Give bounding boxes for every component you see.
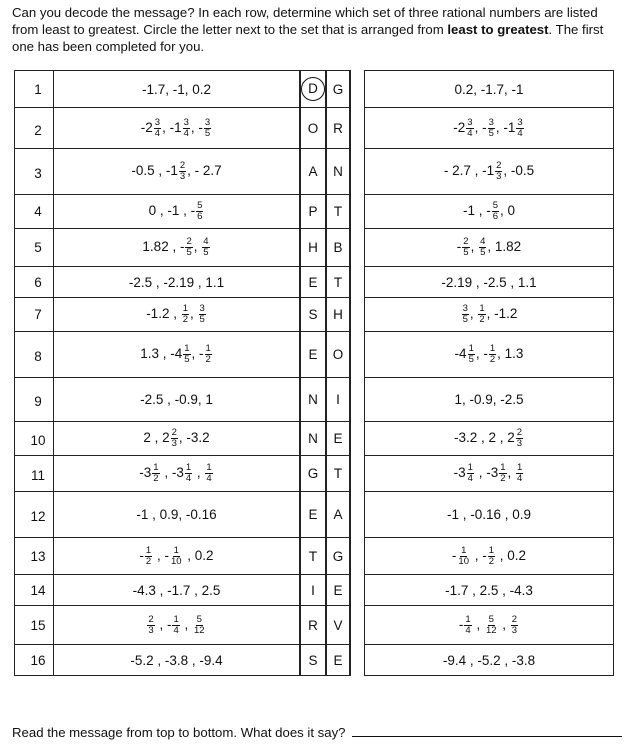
table-row — [15, 149, 614, 195]
column-gap — [350, 149, 365, 195]
table-row — [15, 492, 614, 538]
left-letter[interactable]: E — [300, 332, 326, 378]
right-number-set: -9.4 , -5.2 , -3.8 — [365, 645, 614, 676]
right-letter[interactable]: A — [326, 492, 350, 538]
right-letter[interactable]: I — [326, 378, 350, 422]
right-number-set: -1 , - $\frac{5}{6}$ , 0 — [365, 195, 614, 229]
column-gap — [350, 492, 365, 538]
right-letter[interactable]: O — [326, 332, 350, 378]
right-letter[interactable]: V — [326, 606, 350, 645]
right-letter[interactable]: R — [326, 108, 350, 149]
left-letter[interactable]: S — [300, 645, 326, 676]
fraction: $\frac{2}{3}$ — [148, 613, 154, 636]
column-gap — [350, 422, 365, 456]
fraction: $\frac{3}{4}$ — [517, 116, 523, 139]
left-letter[interactable]: E — [300, 492, 326, 538]
table-row — [15, 108, 614, 149]
right-number-set: -2 $\frac{3}{4}$ , - $\frac{3}{5}$ , -1 $\frac{3}{4}$ — [365, 108, 614, 149]
fraction: $\frac{1}{5}$ — [468, 343, 474, 365]
row-number: 1 — [15, 71, 54, 108]
row-number: 13 — [15, 538, 54, 575]
left-letter[interactable] — [300, 71, 326, 108]
right-letter[interactable]: E — [326, 422, 350, 456]
column-gap — [350, 195, 365, 229]
fraction: $\frac{1}{2}$ — [479, 303, 485, 325]
puzzle-table — [14, 70, 614, 676]
column-gap — [350, 298, 365, 332]
right-number-set: -2.19 , -2.5 , 1.1 — [365, 267, 614, 298]
row-number: 2 — [15, 108, 54, 149]
instructions-text: Can you decode the message? In each row, determine which set of three rational numbers are listed from least to greatest. Circle the letter next to the set that is arranged from — [12, 5, 598, 37]
column-gap — [350, 538, 365, 575]
table-row — [15, 538, 614, 575]
fraction: $\frac{1}{10}$ — [170, 544, 182, 567]
fraction: $\frac{5}{6}$ — [197, 200, 203, 222]
instructions-text-end: . The first one has been completed for you. — [12, 22, 604, 54]
fraction: $\frac{1}{4}$ — [517, 462, 523, 484]
left-number-set: - $\frac{1}{2}$ , - $\frac{1}{10}$ , 0.2 — [54, 538, 301, 575]
right-letter[interactable]: G — [326, 71, 350, 108]
left-number-set: 1.3 , -4 $\frac{1}{5}$ , - $\frac{1}{2}$ — [54, 332, 301, 378]
fraction: $\frac{1}{2}$ — [205, 343, 211, 365]
left-number-set: -0.5 , -1 $\frac{2}{3}$ , - 2.7 — [54, 149, 301, 195]
row-number: 9 — [15, 378, 54, 422]
fraction: $\frac{2}{3}$ — [179, 160, 186, 182]
table-row — [15, 645, 614, 676]
left-letter[interactable]: S — [300, 298, 326, 332]
fraction: $\frac{3}{5}$ — [488, 116, 494, 139]
table-row — [15, 267, 614, 298]
row-number: 14 — [15, 575, 54, 606]
right-number-set: - $\frac{2}{5}$ , $\frac{4}{5}$ , 1.82 — [365, 229, 614, 267]
table-row — [15, 378, 614, 422]
right-number-set: 0.2, -1.7, -1 — [365, 71, 614, 108]
fraction: $\frac{4}{5}$ — [203, 236, 209, 258]
fraction: $\frac{2}{5}$ — [463, 236, 469, 258]
column-gap — [350, 606, 365, 645]
fraction: $\frac{2}{5}$ — [186, 236, 192, 258]
footer-question — [12, 724, 622, 740]
left-letter[interactable]: E — [300, 267, 326, 298]
column-gap — [350, 267, 365, 298]
column-gap — [350, 378, 365, 422]
fraction: $\frac{1}{4}$ — [185, 462, 192, 484]
column-gap — [350, 456, 365, 492]
fraction: $\frac{1}{4}$ — [467, 462, 473, 484]
left-letter[interactable]: P — [300, 195, 326, 229]
row-number: 11 — [15, 456, 54, 492]
table-row — [15, 229, 614, 267]
table-row — [15, 195, 614, 229]
left-number-set: 1.82 , - $\frac{2}{5}$ , $\frac{4}{5}$ — [54, 229, 301, 267]
right-letter[interactable]: N — [326, 149, 350, 195]
left-number-set: -2.5 , -2.19 , 1.1 — [54, 267, 301, 298]
right-letter[interactable]: G — [326, 538, 350, 575]
left-letter[interactable]: O — [300, 108, 326, 149]
right-letter[interactable]: E — [326, 575, 350, 606]
left-letter[interactable]: T — [300, 538, 326, 575]
table-row — [15, 456, 614, 492]
fraction: $\frac{5}{12}$ — [194, 613, 205, 636]
left-letter[interactable]: I — [300, 575, 326, 606]
fraction: $\frac{1}{4}$ — [206, 462, 212, 484]
table-row — [15, 71, 614, 108]
right-number-set: -1 , -0.16 , 0.9 — [365, 492, 614, 538]
left-number-set: -1 , 0.9, -0.16 — [54, 492, 301, 538]
right-letter[interactable]: T — [326, 456, 350, 492]
row-number: 5 — [15, 229, 54, 267]
fraction: $\frac{5}{12}$ — [485, 613, 497, 636]
left-number-set: $\frac{2}{3}$ , - $\frac{1}{4}$ , $\frac{5}{12}$ — [54, 606, 301, 645]
fraction: $\frac{3}{4}$ — [183, 116, 189, 139]
right-letter[interactable]: T — [326, 195, 350, 229]
fraction: $\frac{3}{5}$ — [462, 303, 468, 325]
right-letter[interactable]: H — [326, 298, 350, 332]
right-letter[interactable]: B — [326, 229, 350, 267]
fraction: $\frac{1}{2}$ — [500, 462, 506, 484]
column-gap — [350, 229, 365, 267]
fraction: $\frac{3}{4}$ — [467, 116, 473, 139]
fraction: $\frac{1}{5}$ — [184, 343, 190, 365]
column-gap — [350, 71, 365, 108]
right-letter[interactable]: T — [326, 267, 350, 298]
row-number: 4 — [15, 195, 54, 229]
right-number-set: - $\frac{1}{10}$ , - $\frac{1}{2}$ , 0.2 — [365, 538, 614, 575]
row-number: 8 — [15, 332, 54, 378]
table-row — [15, 422, 614, 456]
left-letter[interactable]: R — [300, 606, 326, 645]
column-gap — [350, 575, 365, 606]
row-number: 15 — [15, 606, 54, 645]
fraction: $\frac{1}{4}$ — [173, 613, 179, 636]
table-row — [15, 575, 614, 606]
row-number: 7 — [15, 298, 54, 332]
row-number: 16 — [15, 645, 54, 676]
left-number-set: 0 , -1 , - $\frac{5}{6}$ — [54, 195, 301, 229]
right-number-set: $\frac{3}{5}$ , $\frac{1}{2}$ , -1.2 — [365, 298, 614, 332]
right-number-set: - 2.7 , -1 $\frac{2}{3}$ , -0.5 — [365, 149, 614, 195]
row-number: 6 — [15, 267, 54, 298]
left-number-set: -4.3 , -1.7 , 2.5 — [54, 575, 301, 606]
instructions-bold: least to greatest — [447, 22, 549, 37]
left-number-set: -1.7, -1, 0.2 — [54, 71, 301, 108]
table-row — [15, 606, 614, 645]
answer-blank[interactable] — [352, 724, 622, 737]
left-letter[interactable]: N — [300, 422, 326, 456]
left-number-set: 2 , 2 $\frac{2}{3}$ , -3.2 — [54, 422, 301, 456]
right-letter[interactable]: E — [326, 645, 350, 676]
left-letter[interactable]: N — [300, 378, 326, 422]
table-row — [15, 332, 614, 378]
fraction: $\frac{4}{5}$ — [480, 236, 486, 258]
fraction: $\frac{1}{4}$ — [465, 613, 471, 636]
left-number-set: -3 $\frac{1}{2}$ , -3 $\frac{1}{4}$ , $\frac{1}{4}$ — [54, 456, 301, 492]
instructions — [12, 4, 624, 55]
circled-letter: D — [301, 77, 325, 101]
fraction: $\frac{2}{3}$ — [511, 613, 518, 636]
fraction: $\frac{3}{5}$ — [204, 116, 211, 139]
right-number-set: 1, -0.9, -2.5 — [365, 378, 614, 422]
left-letter[interactable]: A — [300, 149, 326, 195]
fraction: $\frac{1}{2}$ — [489, 343, 496, 365]
fraction: $\frac{3}{4}$ — [154, 116, 161, 139]
left-number-set: -5.2 , -3.8 , -9.4 — [54, 645, 301, 676]
fraction: $\frac{1}{10}$ — [458, 544, 469, 567]
fraction: $\frac{1}{2}$ — [488, 544, 495, 567]
row-number: 3 — [15, 149, 54, 195]
right-number-set: -1.7 , 2.5 , -4.3 — [365, 575, 614, 606]
fraction: $\frac{2}{3}$ — [171, 427, 177, 449]
left-letter[interactable]: H — [300, 229, 326, 267]
fraction: $\frac{2}{3}$ — [516, 427, 523, 449]
footer-text: Read the message from top to bottom. What does it say? — [12, 725, 346, 740]
right-number-set: -3.2 , 2 , 2 $\frac{2}{3}$ — [365, 422, 614, 456]
column-gap — [350, 108, 365, 149]
column-gap — [350, 332, 365, 378]
left-letter[interactable]: G — [300, 456, 326, 492]
left-number-set: -2.5 , -0.9, 1 — [54, 378, 301, 422]
fraction: $\frac{3}{5}$ — [199, 303, 205, 325]
right-number-set: - $\frac{1}{4}$ , $\frac{5}{12}$ , $\frac{2}{3}$ — [365, 606, 614, 645]
table-row — [15, 298, 614, 332]
fraction: $\frac{5}{6}$ — [492, 200, 499, 222]
column-gap — [350, 645, 365, 676]
row-number: 10 — [15, 422, 54, 456]
left-number-set: -2 $\frac{3}{4}$ , -1 $\frac{3}{4}$ , - $\frac{3}{5}$ — [54, 108, 301, 149]
right-number-set: -4 $\frac{1}{5}$ , - $\frac{1}{2}$ , 1.3 — [365, 332, 614, 378]
left-number-set: -1.2 , $\frac{1}{2}$ , $\frac{3}{5}$ — [54, 298, 301, 332]
fraction: $\frac{1}{2}$ — [182, 303, 188, 325]
right-number-set: -3 $\frac{1}{4}$ , -3 $\frac{1}{2}$ , $\frac{1}{4}$ — [365, 456, 614, 492]
fraction: $\frac{1}{2}$ — [153, 462, 159, 484]
row-number: 12 — [15, 492, 54, 538]
fraction: $\frac{2}{3}$ — [496, 160, 502, 182]
fraction: $\frac{1}{2}$ — [145, 544, 152, 567]
